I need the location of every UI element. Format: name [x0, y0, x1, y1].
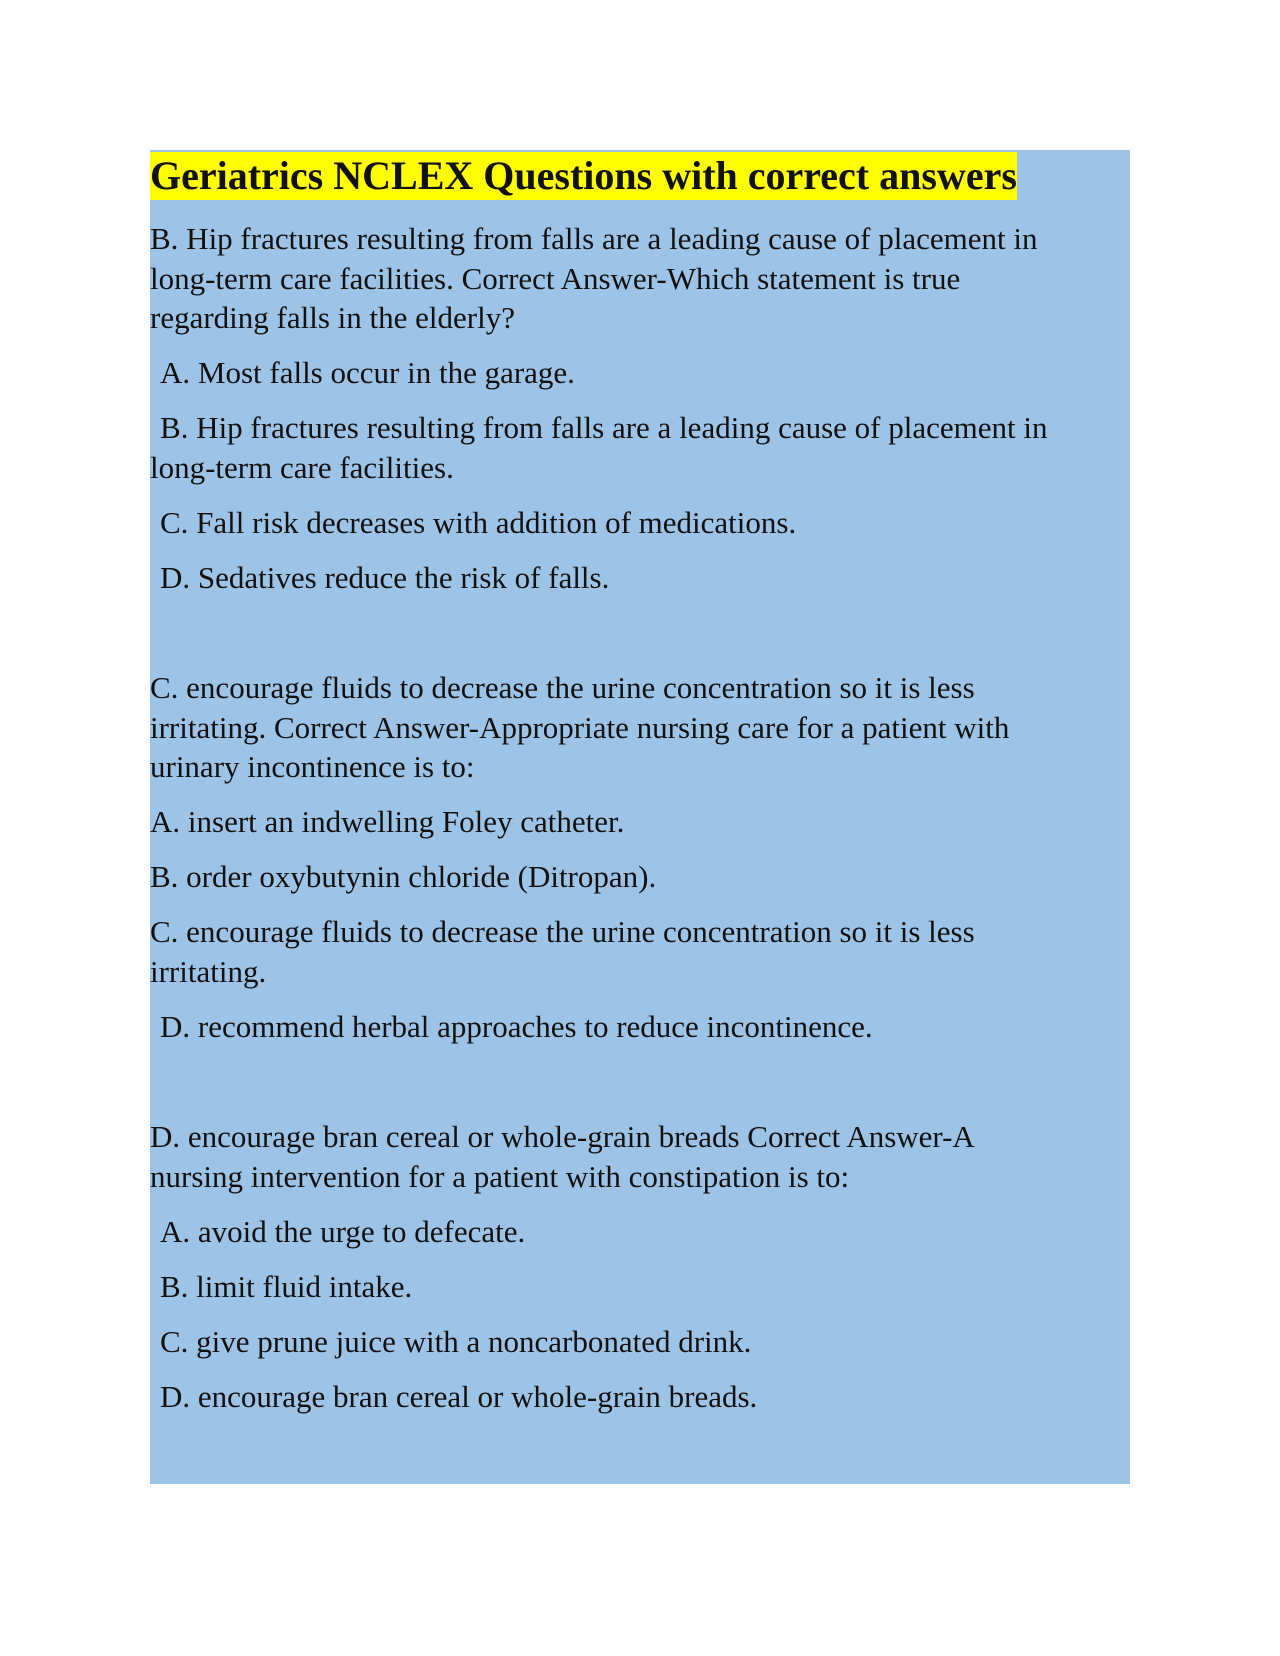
question-3-stem-line-2: nursing intervention for a patient with constipation is to: — [150, 1159, 850, 1194]
question-3-option-d: D. encourage bran cereal or whole-grain breads. — [160, 1379, 758, 1414]
question-1-option-d: D. Sedatives reduce the risk of falls. — [160, 560, 610, 595]
question-3-option-a: A. avoid the urge to defecate. — [160, 1214, 526, 1249]
question-1-option-a: A. Most falls occur in the garage. — [160, 355, 575, 390]
question-1-option-b-line-2: long-term care facilities. — [150, 450, 454, 485]
question-1-option-b-line-1: B. Hip fractures resulting from falls are a leading cause of placement in — [160, 410, 1048, 445]
question-3-stem-line-1: D. encourage bran cereal or whole-grain breads Correct Answer-A — [150, 1119, 975, 1154]
question-2-option-b: B. order oxybutynin chloride (Ditropan). — [150, 859, 657, 894]
document-title: Geriatrics NCLEX Questions with correct answers — [150, 153, 1017, 198]
question-3-option-c: C. give prune juice with a noncarbonated drink. — [160, 1324, 752, 1359]
question-1-stem-line-3: regarding falls in the elderly? — [150, 300, 515, 335]
question-2-option-c-line-1: C. encourage fluids to decrease the urine concentration so it is less — [150, 914, 975, 949]
question-2-option-a: A. insert an indwelling Foley catheter. — [150, 804, 625, 839]
question-1-stem-line-1: B. Hip fractures resulting from falls are a leading cause of placement in — [150, 221, 1038, 256]
question-2-option-d: D. recommend herbal approaches to reduce incontinence. — [160, 1009, 873, 1044]
question-1-stem-line-2: long-term care facilities. Correct Answer-Which statement is true — [150, 261, 961, 296]
question-2-stem-line-3: urinary incontinence is to: — [150, 749, 475, 784]
question-2-stem-line-1: C. encourage fluids to decrease the urine concentration so it is less — [150, 670, 975, 705]
question-1-option-c: C. Fall risk decreases with addition of medications. — [160, 505, 797, 540]
question-3-option-b: B. limit fluid intake. — [160, 1269, 413, 1304]
question-2-option-c-line-2: irritating. — [150, 954, 267, 989]
question-2-stem-line-2: irritating. Correct Answer-Appropriate nursing care for a patient with — [150, 710, 1010, 745]
